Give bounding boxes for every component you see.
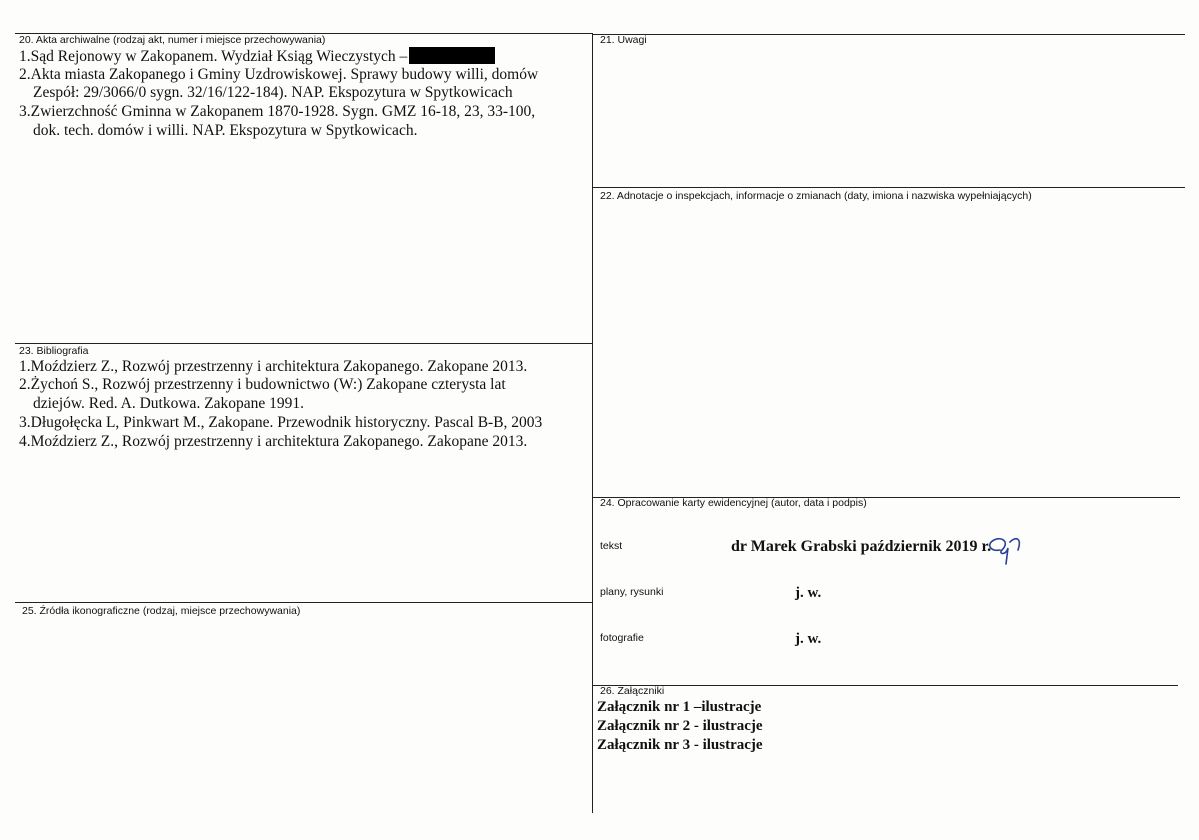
section-24-label: 24. Opracowanie karty ewidencyjnej (autor, data i podpis) (600, 497, 867, 509)
tekst-label: tekst (600, 540, 623, 552)
section-26-top-rule (593, 685, 1178, 686)
section-26-label: 26. Załączniki (600, 685, 665, 697)
foto-value: j. w. (795, 631, 822, 647)
section-25-label: 25. Źródła ikonograficzne (rodzaj, miejsce przechowywania) (22, 605, 301, 617)
archive-line-5: dok. tech. domów i willi. NAP. Ekspozytura w Spytkowicach. (33, 122, 418, 139)
bibliography-line-5: 4.Moździerz Z., Rozwój przestrzenny i architektura Zakopanego. Zakopane 2013. (19, 433, 528, 450)
bibliography-line-2: 2.Żychoń S., Rozwój przestrzenny i budownictwo (W:) Zakopane czterysta lat (19, 376, 506, 393)
archive-line-2: 2.Akta miasta Zakopanego i Gminy Uzdrowiskowej. Sprawy budowy willi, domów (19, 66, 539, 83)
attachment-3: Załącznik nr 3 - ilustracje (597, 737, 763, 753)
redaction-bar (409, 47, 495, 64)
tekst-value: dr Marek Grabski październik 2019 r. (731, 538, 992, 555)
bibliography-line-1: 1.Moździerz Z., Rozwój przestrzenny i architektura Zakopanego. Zakopane 2013. (19, 358, 528, 375)
plany-label: plany, rysunki (600, 586, 664, 598)
bibliography-line-4: 3.Długołęcka L, Pinkwart M., Zakopane. Przewodnik historyczny. Pascal B-B, 2003 (19, 414, 543, 431)
plany-value: j. w. (795, 585, 822, 601)
handwritten-signature (980, 530, 1032, 566)
archive-line-4: 3.Zwierzchność Gminna w Zakopanem 1870-1928. Sygn. GMZ 16-18, 23, 33-100, (19, 103, 536, 120)
section-22-label: 22. Adnotacje o inspekcjach, informacje o zmianach (daty, imiona i nazwiska wypełniających) (600, 190, 1032, 202)
section-23-top-rule (15, 343, 592, 344)
section-23-label: 23. Bibliografia (19, 345, 89, 357)
section-21-top-rule (593, 34, 1185, 35)
attachment-1: Załącznik nr 1 –ilustracje (597, 699, 762, 715)
section-20-label: 20. Akta archiwalne (rodzaj akt, numer i miejsce przechowywania) (19, 34, 326, 46)
section-25-top-rule (15, 602, 592, 603)
bibliography-line-3: dziejów. Red. A. Dutkowa. Zakopane 1991. (33, 395, 305, 412)
archive-line-1 (19, 47, 495, 66)
section-21-label: 21. Uwagi (600, 34, 647, 46)
archive-line-1-text: 1.Sąd Rejonowy w Zakopanem. Wydział Ksiąg Wieczystych – (19, 48, 408, 65)
archive-line-3: Zespół: 29/3066/0 sygn. 32/16/122-184). NAP. Ekspozytura w Spytkowicach (33, 84, 513, 101)
column-divider (592, 33, 593, 813)
foto-label: fotografie (600, 632, 644, 644)
attachment-2: Załącznik nr 2 - ilustracje (597, 718, 763, 734)
section-22-top-rule (593, 187, 1185, 188)
